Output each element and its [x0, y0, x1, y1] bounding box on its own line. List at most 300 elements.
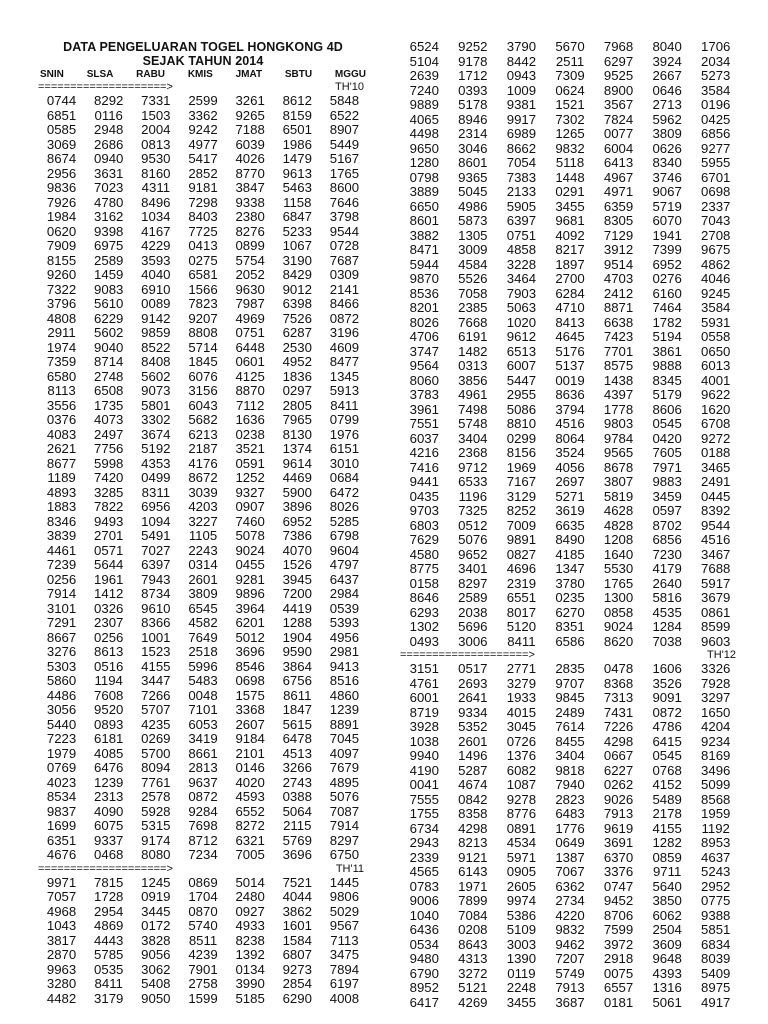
result-number: 1755 [409, 806, 439, 821]
result-number: 8366 [141, 615, 171, 630]
result-number: 8080 [141, 847, 171, 862]
result-number: 2497 [94, 426, 124, 442]
result-number: 4056 [555, 459, 585, 475]
result-number: 1305 [458, 227, 488, 243]
result-row [400, 519, 740, 534]
result-number: 7005 [235, 847, 265, 862]
result-number: 9278 [506, 791, 537, 807]
result-number: 0425 [701, 111, 731, 127]
title-line-1: DATA PENGELUARAN TOGEL HONGKONG 4D [63, 40, 343, 54]
result-number: 0768 [652, 762, 682, 778]
result-number: 6552 [235, 803, 265, 819]
result-number: 3401 [458, 561, 488, 576]
result-number: 3279 [506, 675, 537, 691]
result-number: 0119 [507, 965, 536, 981]
result-number: 1959 [701, 806, 731, 821]
result-number: 8620 [603, 633, 634, 649]
result-number: 6501 [282, 122, 312, 137]
result-number: 6524 [409, 39, 439, 54]
result-number: 7668 [458, 314, 488, 330]
result-number: 2578 [141, 789, 171, 804]
result-number: 9281 [235, 571, 265, 587]
result-row [400, 836, 740, 851]
result-number: 8238 [235, 932, 265, 948]
result-number: 8643 [458, 936, 488, 952]
result-number: 1105 [188, 528, 218, 543]
result-number: 9083 [94, 281, 124, 297]
result-row [38, 905, 368, 920]
result-number: 6362 [555, 878, 585, 894]
result-number: 1971 [458, 878, 488, 894]
result-number: 3526 [652, 675, 682, 691]
result-row [400, 865, 740, 880]
result-number: 6397 [141, 557, 171, 572]
result-number: 9564 [409, 358, 439, 373]
result-number: 4070 [282, 542, 312, 558]
result-number: 1284 [652, 619, 682, 634]
result-row [38, 963, 368, 978]
result-number: 9452 [603, 893, 634, 908]
result-number: 8346 [46, 513, 77, 529]
result-number: 8094 [141, 760, 171, 775]
result-number: 8770 [235, 165, 265, 181]
result-number: 7043 [701, 213, 731, 228]
result-row [38, 919, 368, 934]
result-number: 0769 [46, 760, 77, 775]
result-number: 2101 [235, 745, 265, 761]
result-number: 8160 [141, 165, 171, 181]
result-number: 3679 [701, 590, 731, 605]
result-number: 1158 [283, 194, 312, 210]
result-row [400, 691, 740, 706]
result-number: 8411 [94, 976, 123, 991]
result-number: 0919 [141, 889, 171, 904]
result-number: 7901 [188, 961, 218, 977]
result-number: 5192 [141, 441, 171, 456]
result-number: 5120 [506, 619, 537, 634]
result-number: 8039 [701, 951, 731, 966]
result-row [38, 196, 368, 211]
result-number: 7058 [458, 285, 488, 301]
result-number: 9327 [235, 484, 265, 500]
result-number: 7423 [603, 329, 634, 344]
result-number: 2052 [235, 267, 265, 282]
result-number: 2380 [235, 209, 265, 224]
result-number: 0181 [603, 994, 634, 1010]
result-number: 4609 [329, 339, 360, 355]
result-number: 1194 [94, 673, 123, 688]
result-number: 7266 [141, 687, 171, 703]
result-number: 2639 [409, 68, 439, 83]
result-number: 9337 [94, 832, 124, 848]
result-number: 5179 [652, 387, 682, 402]
result-number: 4220 [555, 907, 585, 923]
result-row [400, 69, 740, 84]
result-number: 3039 [188, 484, 218, 500]
result-number: 0859 [652, 849, 682, 865]
result-number: 3674 [141, 426, 171, 442]
result-number: 9612 [506, 329, 537, 344]
year-label: TH'12 [707, 649, 736, 661]
result-number: 1606 [652, 661, 682, 676]
result-number: 3227 [188, 513, 218, 529]
result-number: 1265 [555, 126, 585, 141]
result-number: 4535 [652, 604, 682, 620]
result-number: 8536 [409, 285, 439, 301]
result-number: 3924 [652, 53, 682, 69]
result-row [400, 229, 740, 244]
result-number: 0269 [141, 731, 171, 746]
result-number: 5944 [409, 256, 439, 272]
result-number: 0455 [235, 557, 265, 572]
result-row [400, 952, 740, 967]
result-number: 9398 [94, 223, 124, 239]
right-column [400, 40, 740, 1010]
result-number: 4167 [141, 223, 171, 239]
result-number: 5271 [555, 488, 585, 504]
result-row [38, 312, 368, 327]
result-number: 5714 [188, 339, 218, 355]
result-number: 3780 [555, 575, 585, 591]
result-number: 9637 [188, 774, 218, 790]
result-row [400, 620, 740, 635]
result-number: 9650 [409, 140, 439, 156]
result-row [38, 732, 368, 747]
result-number: 9365 [458, 169, 488, 185]
result-number: 2667 [652, 68, 682, 83]
header-kmis: KMIS [187, 69, 213, 80]
result-row [400, 446, 740, 461]
result-number: 8672 [188, 470, 218, 485]
result-number: 5644 [94, 557, 124, 572]
result-number: 5045 [458, 184, 488, 199]
result-number: 4513 [282, 745, 312, 761]
result-number: 5491 [141, 528, 171, 543]
result-number: 2911 [47, 325, 76, 340]
result-number: 1001 [141, 629, 171, 645]
result-number: 9056 [141, 947, 171, 962]
result-number: 4637 [701, 849, 731, 865]
result-number: 1094 [141, 513, 171, 529]
result-number: 1208 [603, 532, 634, 547]
result-number: 5819 [603, 488, 634, 504]
result-number: 4397 [603, 387, 634, 402]
result-number: 7526 [282, 310, 312, 326]
result-number: 5670 [555, 39, 585, 54]
result-number: 5118 [555, 155, 585, 170]
result-row [400, 923, 740, 938]
result-number: 7646 [329, 194, 360, 210]
result-number: 6910 [141, 281, 171, 297]
result-number: 2489 [555, 704, 585, 720]
result-number: 5447 [506, 372, 537, 388]
result-number: 6270 [555, 604, 585, 620]
result-number: 6513 [506, 343, 537, 359]
result-row [400, 778, 740, 793]
result-number: 9091 [652, 690, 682, 705]
result-number: 8442 [506, 53, 537, 69]
result-number: 1986 [282, 136, 312, 152]
result-number: 6448 [235, 339, 265, 355]
result-number: 1650 [701, 704, 731, 720]
result-number: 3809 [652, 126, 682, 141]
header-sbtu: SBTU [284, 69, 313, 80]
result-number: 1782 [652, 314, 682, 330]
result-number: 2337 [701, 198, 731, 214]
result-number: 8026 [329, 499, 360, 514]
result-number: 6975 [94, 238, 124, 253]
result-number: 5176 [555, 343, 585, 359]
result-row [38, 776, 368, 791]
result-number: 8496 [141, 194, 171, 210]
result-number: 5315 [141, 818, 171, 833]
result-number: 3593 [141, 252, 171, 268]
result-number: 3796 [46, 296, 77, 311]
result-row [38, 718, 368, 733]
result-number: 5873 [458, 213, 488, 228]
result-number: 3179 [94, 990, 124, 1006]
result-number: 5602 [141, 368, 171, 384]
result-number: 8345 [652, 372, 682, 388]
result-number: 3807 [603, 474, 634, 489]
result-row [400, 359, 740, 374]
result-number: 0893 [94, 716, 124, 732]
result-number: 2368 [458, 445, 488, 460]
result-number: 3809 [188, 586, 218, 601]
result-number: 1704 [188, 889, 218, 904]
result-number: 9963 [46, 961, 77, 977]
result-number: 9544 [329, 223, 360, 239]
result-number: 5303 [46, 658, 77, 674]
result-number: 0927 [235, 903, 265, 919]
right-results-body [400, 40, 740, 1010]
result-number: 4893 [46, 484, 77, 500]
result-number: 8201 [409, 300, 439, 315]
result-number: 3945 [282, 571, 312, 587]
result-number: 3062 [141, 961, 171, 977]
result-number: 1984 [46, 209, 77, 224]
result-number: 2948 [94, 122, 124, 137]
result-number: 3056 [46, 702, 77, 717]
result-number: 8678 [603, 459, 634, 475]
result-number: 9040 [94, 339, 124, 355]
result-number: 0188 [701, 445, 731, 460]
result-number: 7291 [46, 615, 77, 630]
result-number: 4968 [46, 903, 77, 919]
result-number: 2697 [555, 474, 585, 489]
result-row [38, 992, 368, 1007]
result-row [400, 156, 740, 171]
result-number: 8702 [652, 517, 682, 533]
result-number: 6437 [329, 571, 360, 587]
result-number: 6007 [506, 358, 537, 373]
result-number: 5449 [329, 136, 360, 152]
result-number: 2599 [188, 93, 218, 108]
result-number: 5851 [701, 922, 731, 937]
result-number: 6082 [506, 762, 537, 778]
result-number: 6043 [188, 397, 218, 413]
result-number: 0262 [603, 777, 634, 792]
result-row [38, 268, 368, 283]
result-number: 7815 [94, 874, 124, 890]
header-slsa: SLSA [86, 69, 114, 80]
result-row [400, 967, 740, 982]
result-number: 8871 [603, 300, 634, 315]
result-number: 7460 [235, 513, 265, 529]
result-number: 1374 [282, 441, 312, 456]
result-number: 9590 [282, 644, 312, 659]
result-row [38, 297, 368, 312]
result-number: 4593 [235, 789, 265, 804]
result-number: 6851 [46, 107, 77, 123]
result-number: 9604 [329, 542, 360, 558]
result-number: 6160 [652, 285, 682, 301]
result-number: 9178 [458, 53, 488, 69]
result-number: 2823 [555, 791, 585, 807]
result-number: 8646 [409, 590, 439, 605]
result-number: 7240 [409, 82, 439, 98]
result-number: 8358 [458, 806, 488, 821]
result-number: 3362 [188, 107, 218, 123]
result-number: 8408 [141, 354, 171, 369]
result-number: 9441 [409, 474, 439, 489]
day-header-row [38, 68, 368, 81]
result-number: 9525 [603, 68, 634, 83]
result-row [38, 326, 368, 341]
result-row [38, 254, 368, 269]
result-row [38, 631, 368, 646]
result-number: 0420 [652, 430, 682, 446]
result-number: 2133 [506, 184, 537, 199]
result-number: 9974 [506, 893, 537, 908]
result-number: 0747 [603, 878, 634, 894]
result-row [400, 40, 740, 55]
result-number: 8706 [603, 907, 634, 923]
result-row [400, 662, 740, 677]
result-number: 9381 [506, 97, 537, 112]
result-number: 6483 [555, 806, 585, 821]
result-number: 8026 [409, 314, 439, 330]
result-number: 3896 [282, 499, 312, 514]
result-number: 2854 [282, 976, 312, 991]
result-number: 7188 [235, 122, 265, 137]
result-number: 2412 [603, 285, 634, 301]
result-number: 0597 [652, 503, 682, 518]
result-number: 9883 [652, 474, 682, 489]
result-number: 4971 [603, 184, 634, 199]
result-number: 9836 [46, 180, 77, 195]
result-number: 0649 [555, 835, 585, 850]
result-number: 8546 [235, 658, 265, 674]
result-number: 4534 [506, 835, 537, 850]
result-number: 9413 [329, 658, 360, 674]
result-number: 8113 [47, 383, 76, 398]
result-number: 1979 [46, 745, 77, 761]
result-number: 9067 [652, 184, 682, 199]
result-number: 6847 [282, 209, 312, 224]
result-number: 6001 [409, 690, 439, 705]
result-number: 9681 [555, 213, 585, 228]
result-number: 9073 [141, 383, 171, 398]
result-number: 0041 [409, 777, 439, 792]
result-number: 8975 [701, 980, 731, 995]
result-number: 1601 [282, 918, 312, 933]
result-number: 9284 [188, 803, 218, 819]
result-number: 2004 [141, 122, 171, 137]
result-number: 5955 [701, 155, 731, 170]
result-number: 0116 [94, 107, 123, 123]
result-number: 9891 [506, 532, 537, 547]
result-number: 1883 [46, 499, 77, 514]
result-number: 4482 [46, 990, 77, 1006]
result-number: 0435 [409, 488, 439, 504]
result-number: 8677 [46, 455, 77, 471]
result-number: 6181 [94, 731, 124, 746]
result-number: 8612 [282, 93, 312, 108]
result-number: 0698 [235, 673, 265, 688]
result-row [400, 793, 740, 808]
result-number: 1009 [506, 82, 537, 98]
result-number: 2248 [506, 980, 537, 995]
result-number: 0626 [652, 140, 682, 156]
result-number: 8411 [507, 633, 536, 649]
result-number: 0297 [282, 383, 312, 398]
result-row [38, 544, 368, 559]
result-number: 5029 [329, 903, 360, 919]
result-number: 1347 [555, 561, 585, 576]
result-number: 1302 [409, 619, 439, 634]
result-number: 7383 [506, 169, 537, 185]
result-row [400, 417, 740, 432]
result-number: 8292 [94, 93, 124, 108]
result-number: 5700 [141, 745, 171, 761]
result-number: 0646 [652, 82, 682, 98]
result-number: 0698 [701, 184, 731, 199]
result-number: 7701 [603, 343, 634, 359]
result-row [400, 243, 740, 258]
result-number: 8169 [701, 748, 731, 763]
result-number: 5749 [555, 965, 585, 981]
result-row [400, 720, 740, 735]
result-number: 5602 [94, 325, 124, 340]
result-number: 4203 [188, 499, 218, 514]
result-number: 1189 [47, 470, 76, 485]
result-number: 6580 [46, 368, 77, 384]
result-row [38, 703, 368, 718]
result-number: 3455 [506, 994, 537, 1010]
result-number: 7298 [188, 194, 218, 210]
year-label: TH'11 [335, 862, 364, 875]
result-row [400, 98, 740, 113]
result-number: 5682 [188, 412, 218, 427]
result-number: 3556 [46, 397, 77, 413]
result-number: 9012 [282, 281, 312, 297]
result-number: 5099 [701, 777, 731, 792]
result-number: 8040 [652, 39, 682, 54]
result-number: 2314 [458, 126, 488, 141]
result-number: 9614 [282, 455, 312, 471]
result-number: 7431 [603, 704, 634, 720]
result-row [400, 345, 740, 360]
result-number: 0751 [235, 325, 265, 340]
result-number: 8667 [46, 629, 77, 645]
result-number: 2805 [282, 397, 312, 413]
result-number: 0517 [458, 661, 488, 676]
result-number: 4229 [141, 238, 171, 253]
result-number: 7416 [409, 459, 439, 475]
result-number: 1252 [235, 470, 265, 485]
result-number: 2918 [603, 951, 634, 966]
